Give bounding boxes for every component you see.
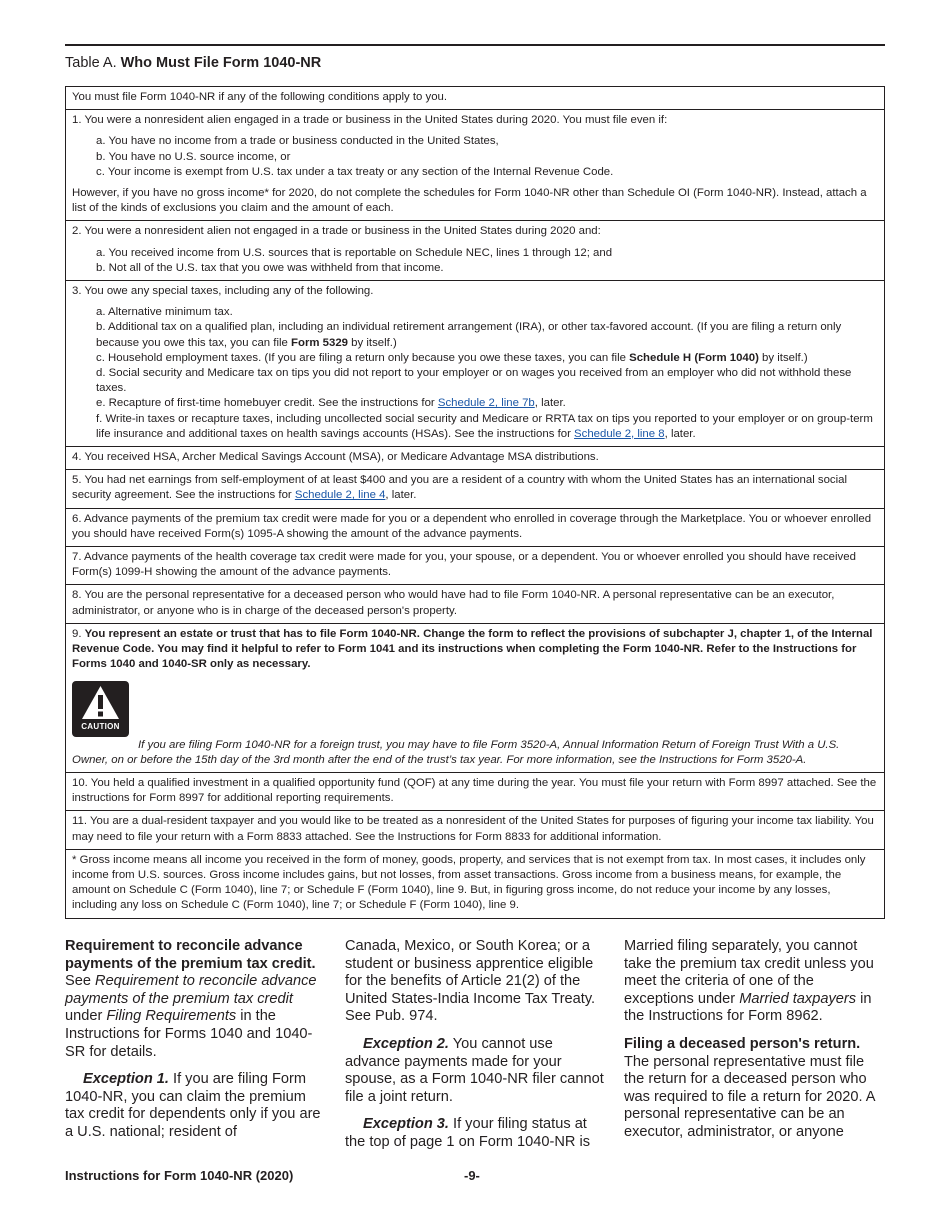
row3-item-c-bold: Schedule H (Form 1040) bbox=[629, 351, 759, 364]
gross-income-footnote: * Gross income means all income you received in the form of money, goods, property, and services that is not exempt from tax. In most cases, it includes only income from U.S. sources. Gross income includes gains, but not losses, from asset transactions. Gross income from a business means, for example, the amount on Schedule C (Form 1040), line 7; or Schedule F (Form 1040), line 9. But, in figuring gross income, do not reduce your income by any losses, including any loss on Schedule C (Form 1040), line 7; or Schedule F (Form 1040), line 9. bbox=[72, 853, 866, 912]
row1-note: However, if you have no gross income* for 2020, do not complete the schedules for Form 1040-NR other than Schedule OI (Form 1040-NR). Instead, attach a list of the kinds of exclusions you claim and the amount of each. bbox=[72, 187, 867, 215]
row3-item-d: d. Social security and Medicare tax on tips you did not report to your employer or on wages you received from an employer who did not withhold these taxes. bbox=[96, 367, 852, 395]
schedule-2-line-7b-link[interactable]: Schedule 2, line 7b bbox=[437, 397, 535, 410]
row2-lead: 2. You were a nonresident alien not engaged in a trade or business in the United States during 2020 and: bbox=[72, 225, 601, 238]
row6-text: 6. Advance payments of the premium tax credit were made for you or a dependent who enrolled in coverage through the Marketplace. You or whoever enrolled you should have received Form(s) 1095-A showing the amount of the advance payments. bbox=[72, 512, 872, 540]
table-row-9 bbox=[66, 624, 884, 773]
caution-body: If you are filing Form 1040-NR for a foreign trust, you may have to file Form 3520-A, Annual Information Return of Foreign Trust With a U.S. Owner, on or before the 15th day of the 3rd month after the end of the trust’s tax year. For more information, see the Instructions for Form 3520-A. bbox=[72, 738, 840, 766]
row10-text: 10. You held a qualified investment in a qualified opportunity fund (QOF) at any time during the year. You must file your return with Form 8997 attached. See the instructions for Form 8997 for additional reporting requirements. bbox=[72, 776, 877, 805]
row11-text: 11. You are a dual-resident taxpayer and you would like to be treated as a nonresident of the United States for purposes of figuring your income tax liability. You may need to file your return with a Form 8833 attached. See the Instructions for Form 8833 for additional information. bbox=[72, 815, 874, 843]
page-number: -9- bbox=[464, 1168, 480, 1183]
table-title bbox=[65, 55, 321, 71]
row3-sublist bbox=[72, 305, 878, 442]
col1-para-1 bbox=[65, 938, 327, 1061]
exception-2-text: You cannot use advance payments made for your spouse, as a Form 1040-NR filer cannot file a joint return. bbox=[345, 1035, 604, 1105]
col1-para-2 bbox=[65, 1071, 327, 1141]
table-row-footnote bbox=[66, 850, 884, 918]
exception-3-heading: Exception 3. bbox=[363, 1116, 449, 1133]
row9-bold-text: You represent an estate or trust that has to file Form 1040-NR. Change the form to reflect the provisions of subchapter J, chapter 1, of the Internal Revenue Code. You may find it helpful to refer to Form 1041 and its instructions when completing the Form 1040-NR. Refer to the Instructions for Forms 1040 and 1040-SR only as necessary. bbox=[72, 627, 873, 671]
row1-item-c: c. Your income is exempt from U.S. tax under a tax treaty or any section of the Internal Revenue Code. bbox=[96, 165, 614, 178]
caution-icon bbox=[72, 681, 129, 737]
exception-1-text: If you are filing Form 1040-NR, you can claim the premium tax credit for dependents only if you are a U.S. national; resident of bbox=[65, 1071, 321, 1140]
table-row-7 bbox=[66, 547, 884, 585]
table-row-8 bbox=[66, 585, 884, 623]
row1-item-a: a. You have no income from a trade or business conducted in the United States, bbox=[96, 135, 499, 148]
table-row-6 bbox=[66, 509, 884, 547]
table-row-5 bbox=[66, 470, 884, 508]
row9-number: 9. bbox=[72, 627, 85, 640]
column-3 bbox=[624, 938, 886, 1142]
reconcile-heading: Requirement to reconcile advance payments of the premium tax credit. bbox=[65, 938, 316, 972]
row1-item-b: b. You have no U.S. source income, or bbox=[96, 150, 291, 163]
row5-text-lead: 5. You had net earnings from self-employment of at least $400 and you are a resident of a country with whom the United States has an international social security agreement. See the instructions for bbox=[72, 474, 848, 502]
row1-sublist bbox=[72, 134, 878, 180]
row2-item-a: a. You received income from U.S. sources that is reportable on Schedule NEC, lines 1 through 12; and bbox=[96, 246, 613, 259]
row8-text: 8. You are the personal representative for a deceased person who would have had to file Form 1040-NR. A personal representative can be an executor, administrator, or anyone who is in charge of the deceased person's property. bbox=[72, 589, 835, 617]
caution-block bbox=[72, 681, 878, 768]
footer-title: Instructions for Form 1040-NR (2020) bbox=[65, 1168, 294, 1183]
row3-item-f-text: f. Write-in taxes or recapture taxes, including uncollected social security and Medicare or RRTA tax on tips you reported to your employer or on group-term life insurance and additional taxes on health savings accounts (HSAs). See the instructions for bbox=[96, 412, 873, 440]
col3-text-2: in the Instructions for Form 8962. bbox=[624, 990, 872, 1025]
column-2 bbox=[345, 938, 607, 1152]
row3-item-b-text: b. Additional tax on a qualified plan, including an individual retirement arrangement (IRA), or other tax-favored account. (If you are filing a return only because you owe this tax, you can file bbox=[96, 321, 842, 349]
col1-italic-2: Filing Requirements bbox=[106, 1008, 237, 1025]
exception-3-text: If your filing status at the top of page 1 on Form 1040-NR is bbox=[345, 1116, 590, 1150]
top-rule bbox=[65, 44, 885, 46]
row3-item-b-end: by itself.) bbox=[348, 336, 397, 349]
col3-para-1 bbox=[624, 938, 886, 1026]
deceased-return-text: The personal representative must file the return for a deceased person who was required to file a return for 2020. A personal representative can be an executor, administrator, or anyone bbox=[624, 1053, 875, 1140]
row7-text: 7. Advance payments of the health coverage tax credit were made for you, your spouse, or a dependent. You or whoever enrolled you should have received Form(s) 1099-H showing the amount of the advance payments. bbox=[72, 551, 856, 579]
col1-italic-1: Requirement to reconcile advance payments of the premium tax credit bbox=[65, 973, 317, 1007]
table-row-11 bbox=[66, 811, 884, 849]
row1-lead: 1. You were a nonresident alien engaged in a trade or business in the United States during 2020. You must file even if: bbox=[72, 114, 668, 127]
schedule-2-line-8-link[interactable]: Schedule 2, line 8 bbox=[574, 427, 665, 440]
intro-text: You must file Form 1040-NR if any of the following conditions apply to you. bbox=[72, 91, 448, 103]
exception-1-heading: Exception 1. bbox=[83, 1071, 169, 1088]
table-row-1 bbox=[66, 110, 884, 221]
col3-text-1: Married filing separately, you cannot take the premium tax credit unless you meet the criteria of one of the exceptions under bbox=[624, 938, 874, 1007]
row9-lead bbox=[72, 627, 878, 673]
row2-item-b: b. Not all of the U.S. tax that you owe was withheld from that income. bbox=[96, 261, 444, 274]
col2-para-1: Canada, Mexico, or South Korea; or a student or business apprentice eligible for the benefits of Article 21(2) of the United States-India Income Tax Treaty. See Pub. 974. bbox=[345, 938, 596, 1025]
col3-para-2 bbox=[624, 1036, 886, 1142]
row5-text bbox=[72, 473, 878, 503]
col3-italic-1: Married taxpayers bbox=[739, 990, 857, 1007]
row3-lead: 3. You owe any special taxes, including any of the following. bbox=[72, 285, 374, 298]
row3-item-c-text: c. Household employment taxes. (If you are filing a return only because you owe these taxes, you can file bbox=[96, 351, 630, 364]
col1-text-1: See bbox=[65, 973, 96, 990]
row3-item-f-end: , later. bbox=[664, 427, 696, 440]
table-row-2 bbox=[66, 221, 884, 281]
table-row-3 bbox=[66, 281, 884, 447]
col2-para-3 bbox=[345, 1116, 607, 1151]
row4-text: 4. You received HSA, Archer Medical Savings Account (MSA), or Medicare Advantage MSA distributions. bbox=[72, 451, 599, 464]
exception-2-heading: Exception 2. bbox=[363, 1035, 449, 1052]
col1-text-2: under bbox=[65, 1008, 107, 1025]
row3-item-e-text: e. Recapture of first-time homebuyer credit. See the instructions for bbox=[96, 397, 438, 410]
row3-item-b-bold: Form 5329 bbox=[291, 336, 349, 349]
column-1 bbox=[65, 938, 327, 1142]
table-row-intro bbox=[66, 87, 884, 110]
row3-item-c bbox=[96, 351, 878, 366]
row3-item-e-end: , later. bbox=[534, 397, 566, 410]
deceased-return-heading: Filing a deceased person's return. bbox=[624, 1035, 861, 1052]
table-title-prefix: Table A. bbox=[65, 55, 117, 71]
body-columns bbox=[65, 938, 885, 1158]
row5-text-end: , later. bbox=[385, 489, 417, 502]
row3-item-c-end: by itself.) bbox=[758, 351, 808, 364]
row3-item-f bbox=[96, 412, 878, 442]
row3-item-a: a. Alternative minimum tax. bbox=[96, 306, 233, 319]
schedule-2-line-4-link[interactable]: Schedule 2, line 4 bbox=[294, 489, 386, 502]
row3-item-b bbox=[96, 320, 878, 350]
col1-text-3: in the Instructions for Forms 1040 and 1040-SR for details. bbox=[65, 1008, 313, 1060]
table-title-bold: Who Must File Form 1040-NR bbox=[120, 55, 322, 71]
caution-text bbox=[72, 738, 878, 768]
row2-sublist bbox=[72, 246, 878, 276]
table-row-10 bbox=[66, 773, 884, 811]
who-must-file-table bbox=[65, 86, 885, 919]
row3-item-e bbox=[96, 396, 878, 411]
caution-label: CAUTION bbox=[81, 722, 120, 732]
table-row-4 bbox=[66, 447, 884, 470]
col2-para-2 bbox=[345, 1036, 607, 1106]
